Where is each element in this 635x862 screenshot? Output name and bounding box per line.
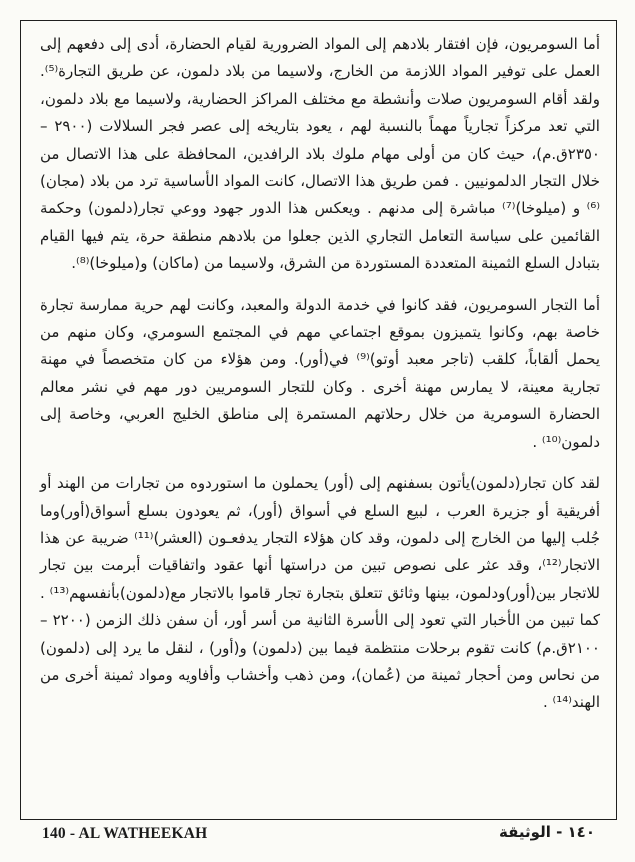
footer-page-number-arabic: ١٤٠ - الوثيقة (499, 823, 595, 841)
paragraph-sumerian-merchants: أما التجار السومريون، فقد كانوا في خدمة الدولة والمعبد، وكانت لهم حرية ممارسة تجارة خاصة بهم، وكانوا يتميزون بموقع اجتماعي مهم في المجتمع السومري، وكان منهم من يحمل ألقاباً، كلقب (تاجر معبد أوتو)⁽⁹⁾ في(أور). ومن هؤلاء من كان متخصصاً في مهنة تجارية معينة، لا يمارس مهنة أخرى . وكان للتجار السومريين دور مهم في نشر معالم الحضارة السومرية من خلال رحلاتهم المستمرة إلى مناطق الخليج العربي، وخاصة إلى دلمون⁽¹⁰⁾ . (40, 295, 600, 451)
article-body (40, 31, 600, 717)
page-footer (20, 822, 617, 846)
footer-page-number-english: 140 - AL WATHEEKAH (42, 825, 208, 842)
paragraph-sumerians-trade: أما السومريون، فإن افتقار بلادهم إلى المواد الضرورية لقيام الحضارة، أدى إلى دفعهم إلى العمل على توفير المواد اللازمة من الخارج، ولاسيما من بلاد دلمون، عن طريق التجارة⁽⁵⁾. ولقد أقام السومريون صلات وأنشطة مع مختلف المراكز الحضارية، ولاسيما مع بلاد دلمون، التي تعد مركزاً تجارياً مهماً بالنسبة لهم ، يعود بتاريخه إلى عصر فجر السلالات (٢٩٠٠ – ٢٣٥٠ق.م)، حيث كان من أولى مهام ملوك بلاد الرافدين، المحافظة على هذا الاتصال من خلال التجار الدلمونيين . فمن طريق هذا الاتصال، كانت المواد الأساسية ترد من بلاد (مجان)⁽⁶⁾ و (ميلوخا)⁽⁷⁾ مباشرة إلى مدنهم . ويعكس هذا الدور جهود ووعي تجار(دلمون) وحكمة القائمين على سياسة التعامل التجاري الذين جعلوا من بلادهم منطقة حرة، يتم فيها القيام بتبادل السلع الثمينة المتعددة المستوردة من الشرق، ولاسيما من (ماكان) و(ميلوخا)⁽⁸⁾. (40, 35, 600, 273)
paragraph-dilmun-merchants: لقد كان تجار(دلمون)يأتون بسفنهم إلى (أور) يحملون ما استوردوه من تجارات من الهند أو أفريقية أو جزيرة العرب ، لبيع السلع في أسواق (أور)، ثم يعودون بسلع أسواق(أور)وما جُلب إليها من الخارج إلى دلمون، وقد كان هؤلاء التجار يدفعـون (العشر)⁽¹¹⁾ ضريبة عن هذا الاتجار⁽¹²⁾، وقد عثر على نصوص تبين من دراستها أنها عقود واتفاقيات أبرمت بين تجار للاتجار بين(أور)ودلمون، بينها وثائق تتعلق بتجارة تجار قاموا بالاتجار مع(دلمون)بأنفسهم⁽¹³⁾ . كما تبين من الأخبار التي تعود إلى الأسرة الثانية من أسر أور، أن سفن ذلك الزمن (٢٢٠٠ – ٢١٠٠ق.م) كانت تقوم برحلات منتظمة فيما بين (دلمون) و(أور) ، لنقل ما يرد إلى (دلمون) من نحاس ومن أحجار ثمينة من (عُمان)، ومن ذهب وأخشاب وأفاويه ومواد ثمينة أخرى من الهند⁽¹⁴⁾ . (40, 474, 600, 712)
